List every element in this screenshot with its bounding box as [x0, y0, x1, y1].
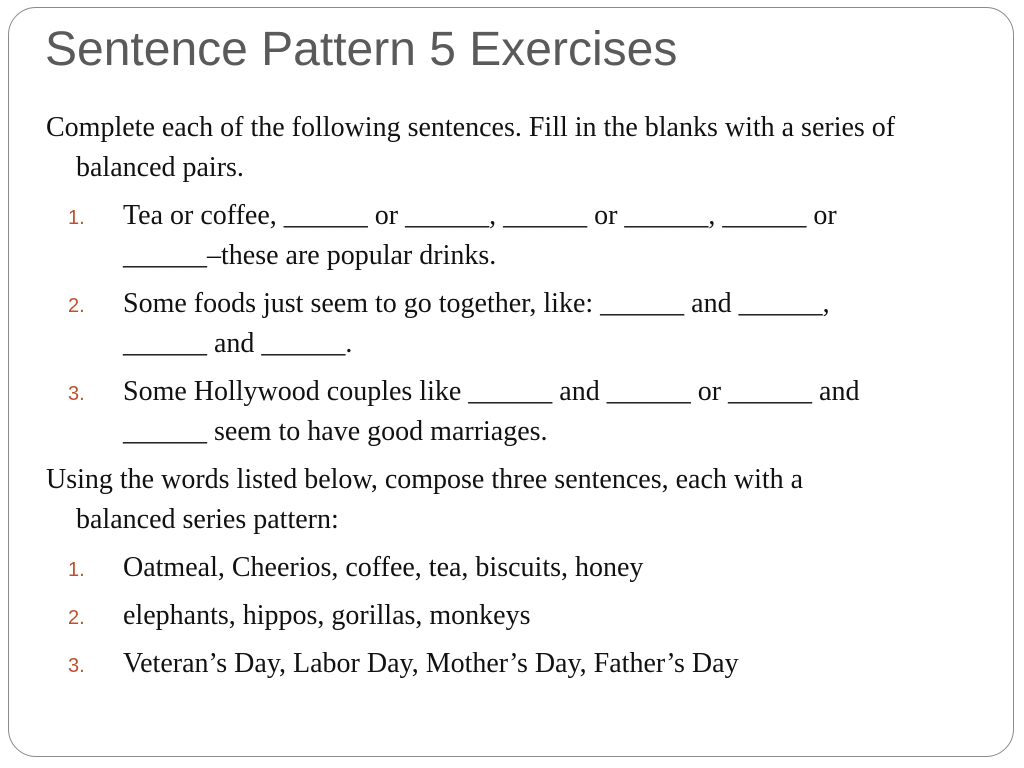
list-item: [46, 548, 906, 588]
instruction-compose: Using the words listed below, compose three sentences, each with a balanced series pattern:: [46, 464, 804, 535]
list-item-text: Some foods just seem to go together, like: ______ and ______, ______ and ______.: [123, 288, 830, 359]
list-item-text: elephants, hippos, gorillas, monkeys: [123, 600, 531, 631]
list-item-text: Some Hollywood couples like ______ and ______ or ______ and ______ seem to have good marriages.: [123, 376, 860, 447]
exercise-list-2: [46, 548, 906, 684]
exercise-list-1: [46, 196, 906, 452]
list-number: 2.: [68, 607, 85, 629]
list-item: [46, 644, 906, 684]
list-item: [46, 196, 906, 276]
list-number: 1.: [68, 559, 85, 581]
list-item-text: Tea or coffee, ______ or ______, ______ or ______, ______ or ______–these are popular drinks.: [123, 200, 837, 271]
list-number: 1.: [68, 207, 85, 229]
list-item: [46, 284, 906, 364]
instruction-complete: Complete each of the following sentences. Fill in the blanks with a series of balanced pairs.: [46, 112, 896, 183]
list-number: 3.: [68, 383, 85, 405]
list-number: 3.: [68, 655, 85, 677]
slide-title: Sentence Pattern 5 Exercises: [45, 23, 678, 76]
list-item: [46, 372, 906, 452]
list-item-text: Veteran’s Day, Labor Day, Mother’s Day, Father’s Day: [123, 648, 739, 679]
list-item-text: Oatmeal, Cheerios, coffee, tea, biscuits, honey: [123, 552, 644, 583]
list-item: [46, 596, 906, 636]
list-number: 2.: [68, 295, 85, 317]
slide-body: [46, 108, 906, 692]
